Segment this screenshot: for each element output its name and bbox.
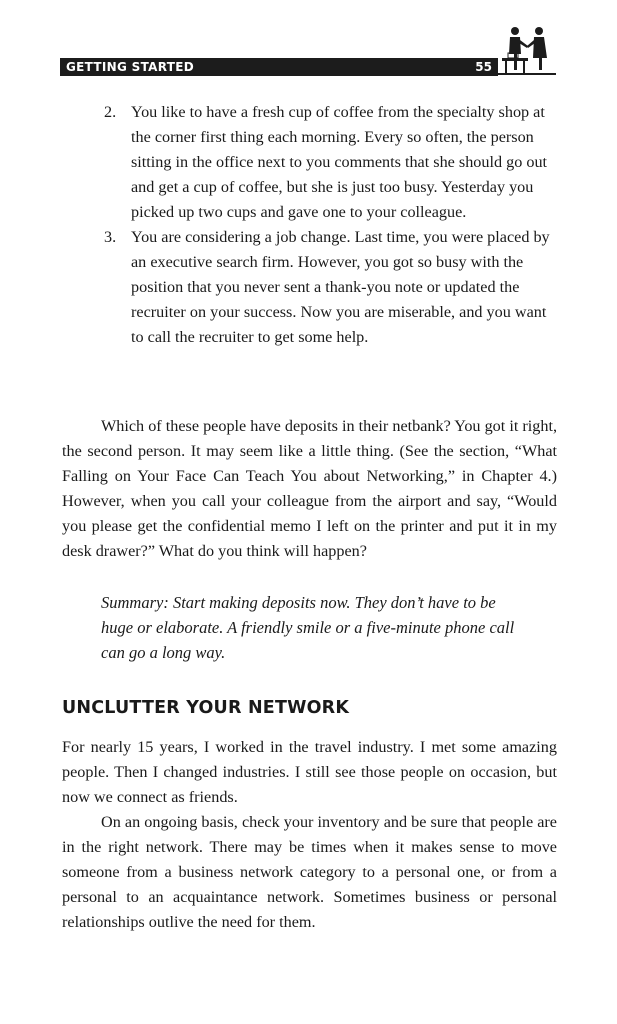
page-number: 55 — [475, 60, 492, 74]
handshake-icon — [500, 24, 556, 76]
numbered-list — [104, 100, 556, 350]
running-header-section: GETTING STARTED — [66, 60, 194, 74]
running-header — [60, 58, 498, 76]
list-item-text: You like to have a fresh cup of coffee from the specialty shop at the corner first thing each morning. Every so often, the person sitting in the office next to you comments that she should go out and get a cup of coffee, but she is just too busy. Yesterday you picked up two cups and gave one to your colleague. — [131, 103, 548, 221]
section-heading: UNCLUTTER YOUR NETWORK — [62, 698, 350, 718]
section-body — [62, 735, 557, 935]
list-item — [104, 100, 556, 225]
body-paragraph: On an ongoing basis, check your inventory and be sure that people are in the right network. There may be times when it makes sense to move someone from a business network category to a personal one, or from a personal to an acquaintance network. Sometimes business or personal relationships outlive the need for them. — [62, 813, 557, 931]
body-paragraph: For nearly 15 years, I worked in the travel industry. I met some amazing people. Then I changed industries. I still see those people on occasion, but now we connect as friends. — [62, 738, 557, 806]
body-paragraph: Which of these people have deposits in their netbank? You got it right, the second person. It may seem like a little thing. (See the section, “What Falling on Your Face Can Teach You about Networking,” in Chapter 4.) However, when you call your colleague from the airport and say, “Would you please get the confidential memo I left on the printer and put it in my desk drawer?” What do you think will happen? — [62, 417, 557, 560]
list-item — [104, 225, 556, 350]
list-item-number: 2. — [104, 103, 117, 121]
list-item-text: You are considering a job change. Last time, you were placed by an executive search firm. However, you got so busy with the position that you never sent a thank-you note or updated the recruiter on your success. Now you are miserable, and you want to call the recruiter to get some help. — [131, 228, 550, 346]
summary-callout: Summary: Start making deposits now. They don’t have to be huge or elaborate. A friendly smile or a five-minute phone call can go a long way. — [101, 593, 515, 662]
list-item-number: 3. — [104, 228, 117, 246]
